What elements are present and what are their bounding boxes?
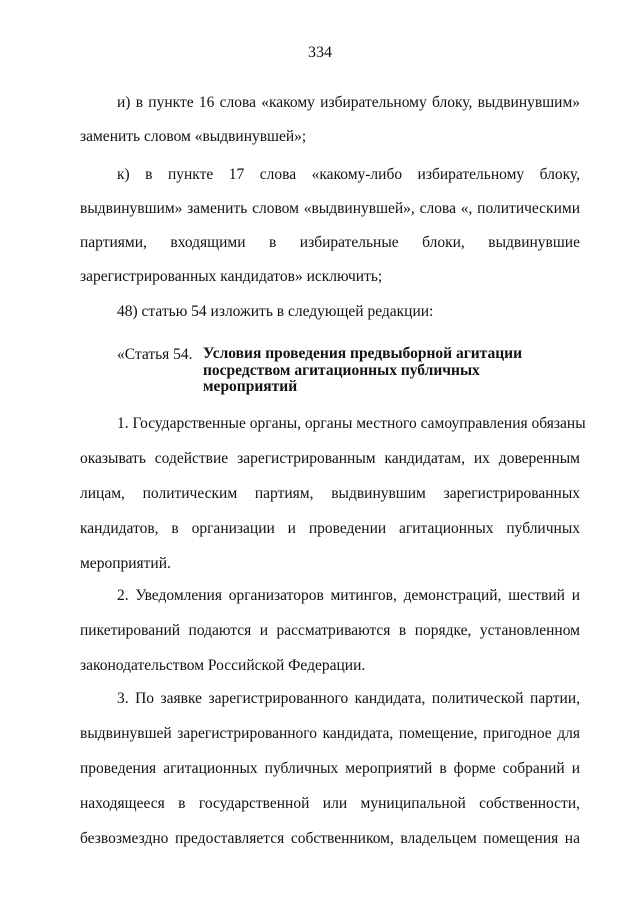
text-line: партиями, входящими в избирательные блоки, выдвинувшие [80, 234, 580, 251]
text-line: лицам, политическим партиям, выдвинувшим зарегистрированных [80, 485, 580, 502]
text-line: пикетирований подаются и рассматриваются в порядке, установленном [80, 622, 580, 639]
article-title-line: посредством агитационных публичных [203, 361, 480, 379]
article-heading [80, 346, 580, 416]
text-line: 2. Уведомления организаторов митингов, демонстраций, шествий и [117, 587, 580, 604]
article-label: «Статья 54. [117, 346, 193, 363]
text-line: безвозмездно предоставляется собственником, владельцем помещения на [80, 830, 580, 847]
text-line: заменить словом «выдвинувшей»; [80, 128, 307, 145]
text-line: 3. По заявке зарегистрированного кандидата, политической партии, [117, 690, 580, 707]
text-line: 1. Государственные органы, органы местного самоуправления обязаны [117, 415, 586, 432]
page-number: 334 [308, 44, 332, 61]
text-line: выдвинувшей зарегистрированного кандидата, помещение, пригодное для [80, 725, 580, 742]
text-line: находящееся в государственной или муниципальной собственности, [80, 795, 580, 812]
text-line: законодательством Российской Федерации. [80, 657, 366, 674]
text-line: мероприятий. [80, 555, 171, 572]
text-line: кандидатов, в организации и проведении агитационных публичных [80, 520, 580, 537]
article-title [203, 346, 563, 396]
article-title-line: Условия проведения предвыборной агитации [203, 345, 523, 362]
text-line: к) в пункте 17 слова «какому-либо избирательному блоку, [117, 166, 580, 183]
text-line: оказывать содействие зарегистрированным кандидатам, их доверенным [80, 450, 580, 467]
text-line: проведения агитационных публичных мероприятий в форме собраний и [80, 760, 580, 777]
text-line: выдвинувшим» заменить словом «выдвинувшей», слова «, политическими [80, 200, 580, 217]
text-line: 48) статью 54 изложить в следующей редакции: [117, 303, 434, 320]
text-line: и) в пункте 16 слова «какому избирательному блоку, выдвинувшим» [117, 94, 580, 111]
article-title-line: мероприятий [203, 378, 298, 395]
text-line: зарегистрированных кандидатов» исключить; [80, 268, 383, 285]
